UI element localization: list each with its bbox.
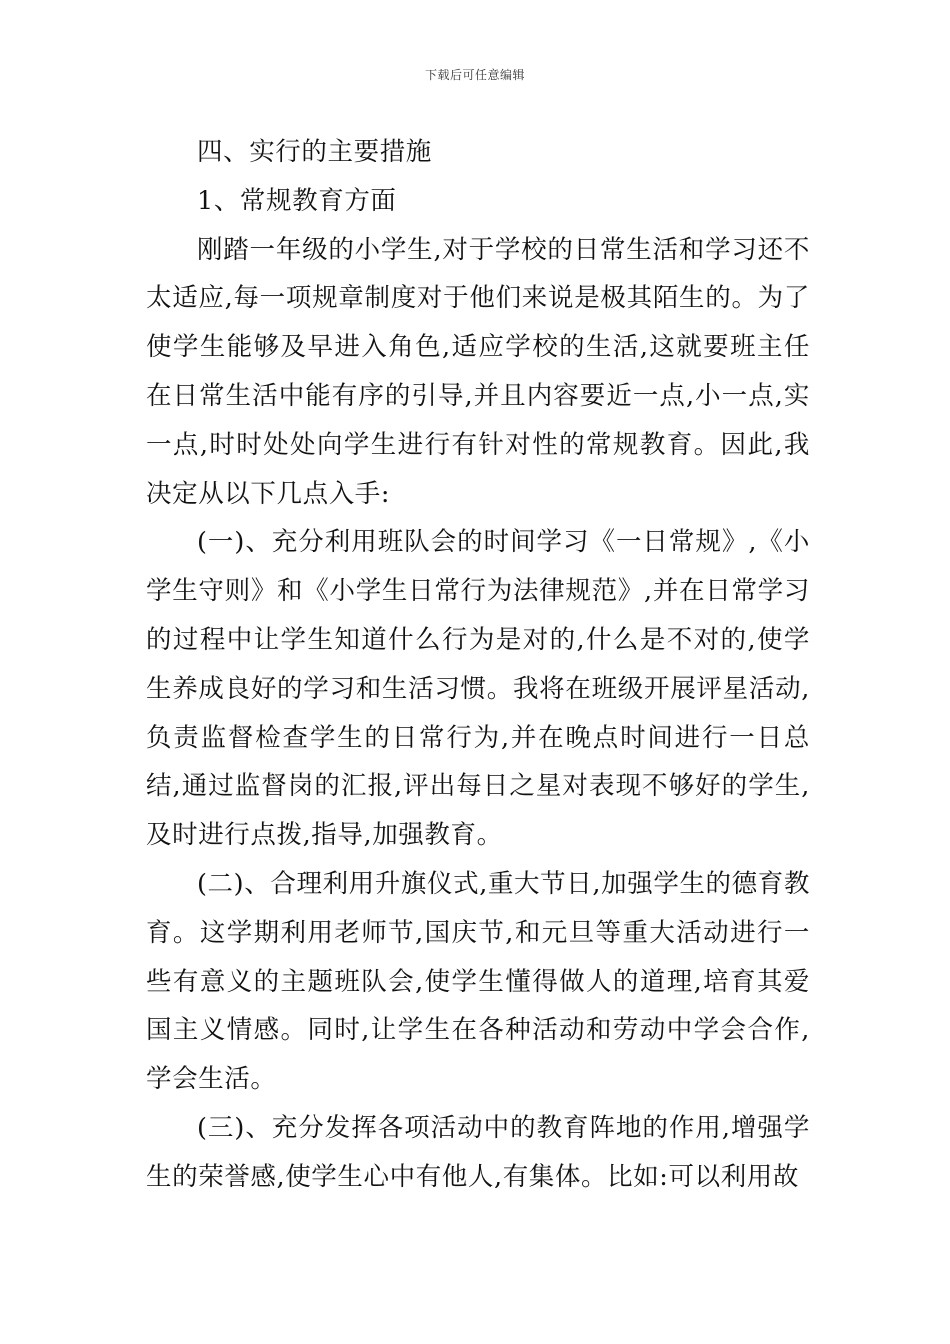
subsection-heading: 1、常规教育方面 [197, 185, 397, 216]
header-note: 下载后可任意编辑 [424, 68, 525, 82]
paragraph-item-2: (二)、合理利用升旗仪式,重大节日,加强学生的德育教育。这学期利用老师节,国庆节,和元旦等重大活动进行一些有意义的主题班队会,使学生懂得做人的道理,培育其爱国主义情感。同时,让学生在各种活动和劳动中学会合作,学会生活。 [146, 868, 810, 1095]
section-heading: 四、实行的主要措施 [197, 137, 432, 167]
document-body [146, 128, 810, 1202]
paragraph-item-1: (一)、充分利用班队会的时间学习《一日常规》,《小学生守则》和《小学生日常行为法律规范》,并在日常学习的过程中让学生知道什么行为是对的,什么是不对的,使学生养成良好的学习和生活习惯。我将在班级开展评星活动,负责监督检查学生的日常行为,并在晚点时间进行一日总结,通过监督岗的汇报,评出每日之星对表现不够好的学生,及时进行点拨,指导,加强教育。 [146, 527, 810, 851]
paragraph-intro: 刚踏一年级的小学生,对于学校的日常生活和学习还不太适应,每一项规章制度对于他们来说是极其陌生的。为了使学生能够及早进入角色,适应学校的生活,这就要班主任在日常生活中能有序的引导,并且内容要近一点,小一点,实一点,时时处处向学生进行有针对性的常规教育。因此,我决定从以下几点入手: [146, 234, 810, 509]
paragraph-item-3: (三)、充分发挥各项活动中的教育阵地的作用,增强学生的荣誉感,使学生心中有他人,有集体。比如:可以利用故 [146, 1112, 810, 1192]
